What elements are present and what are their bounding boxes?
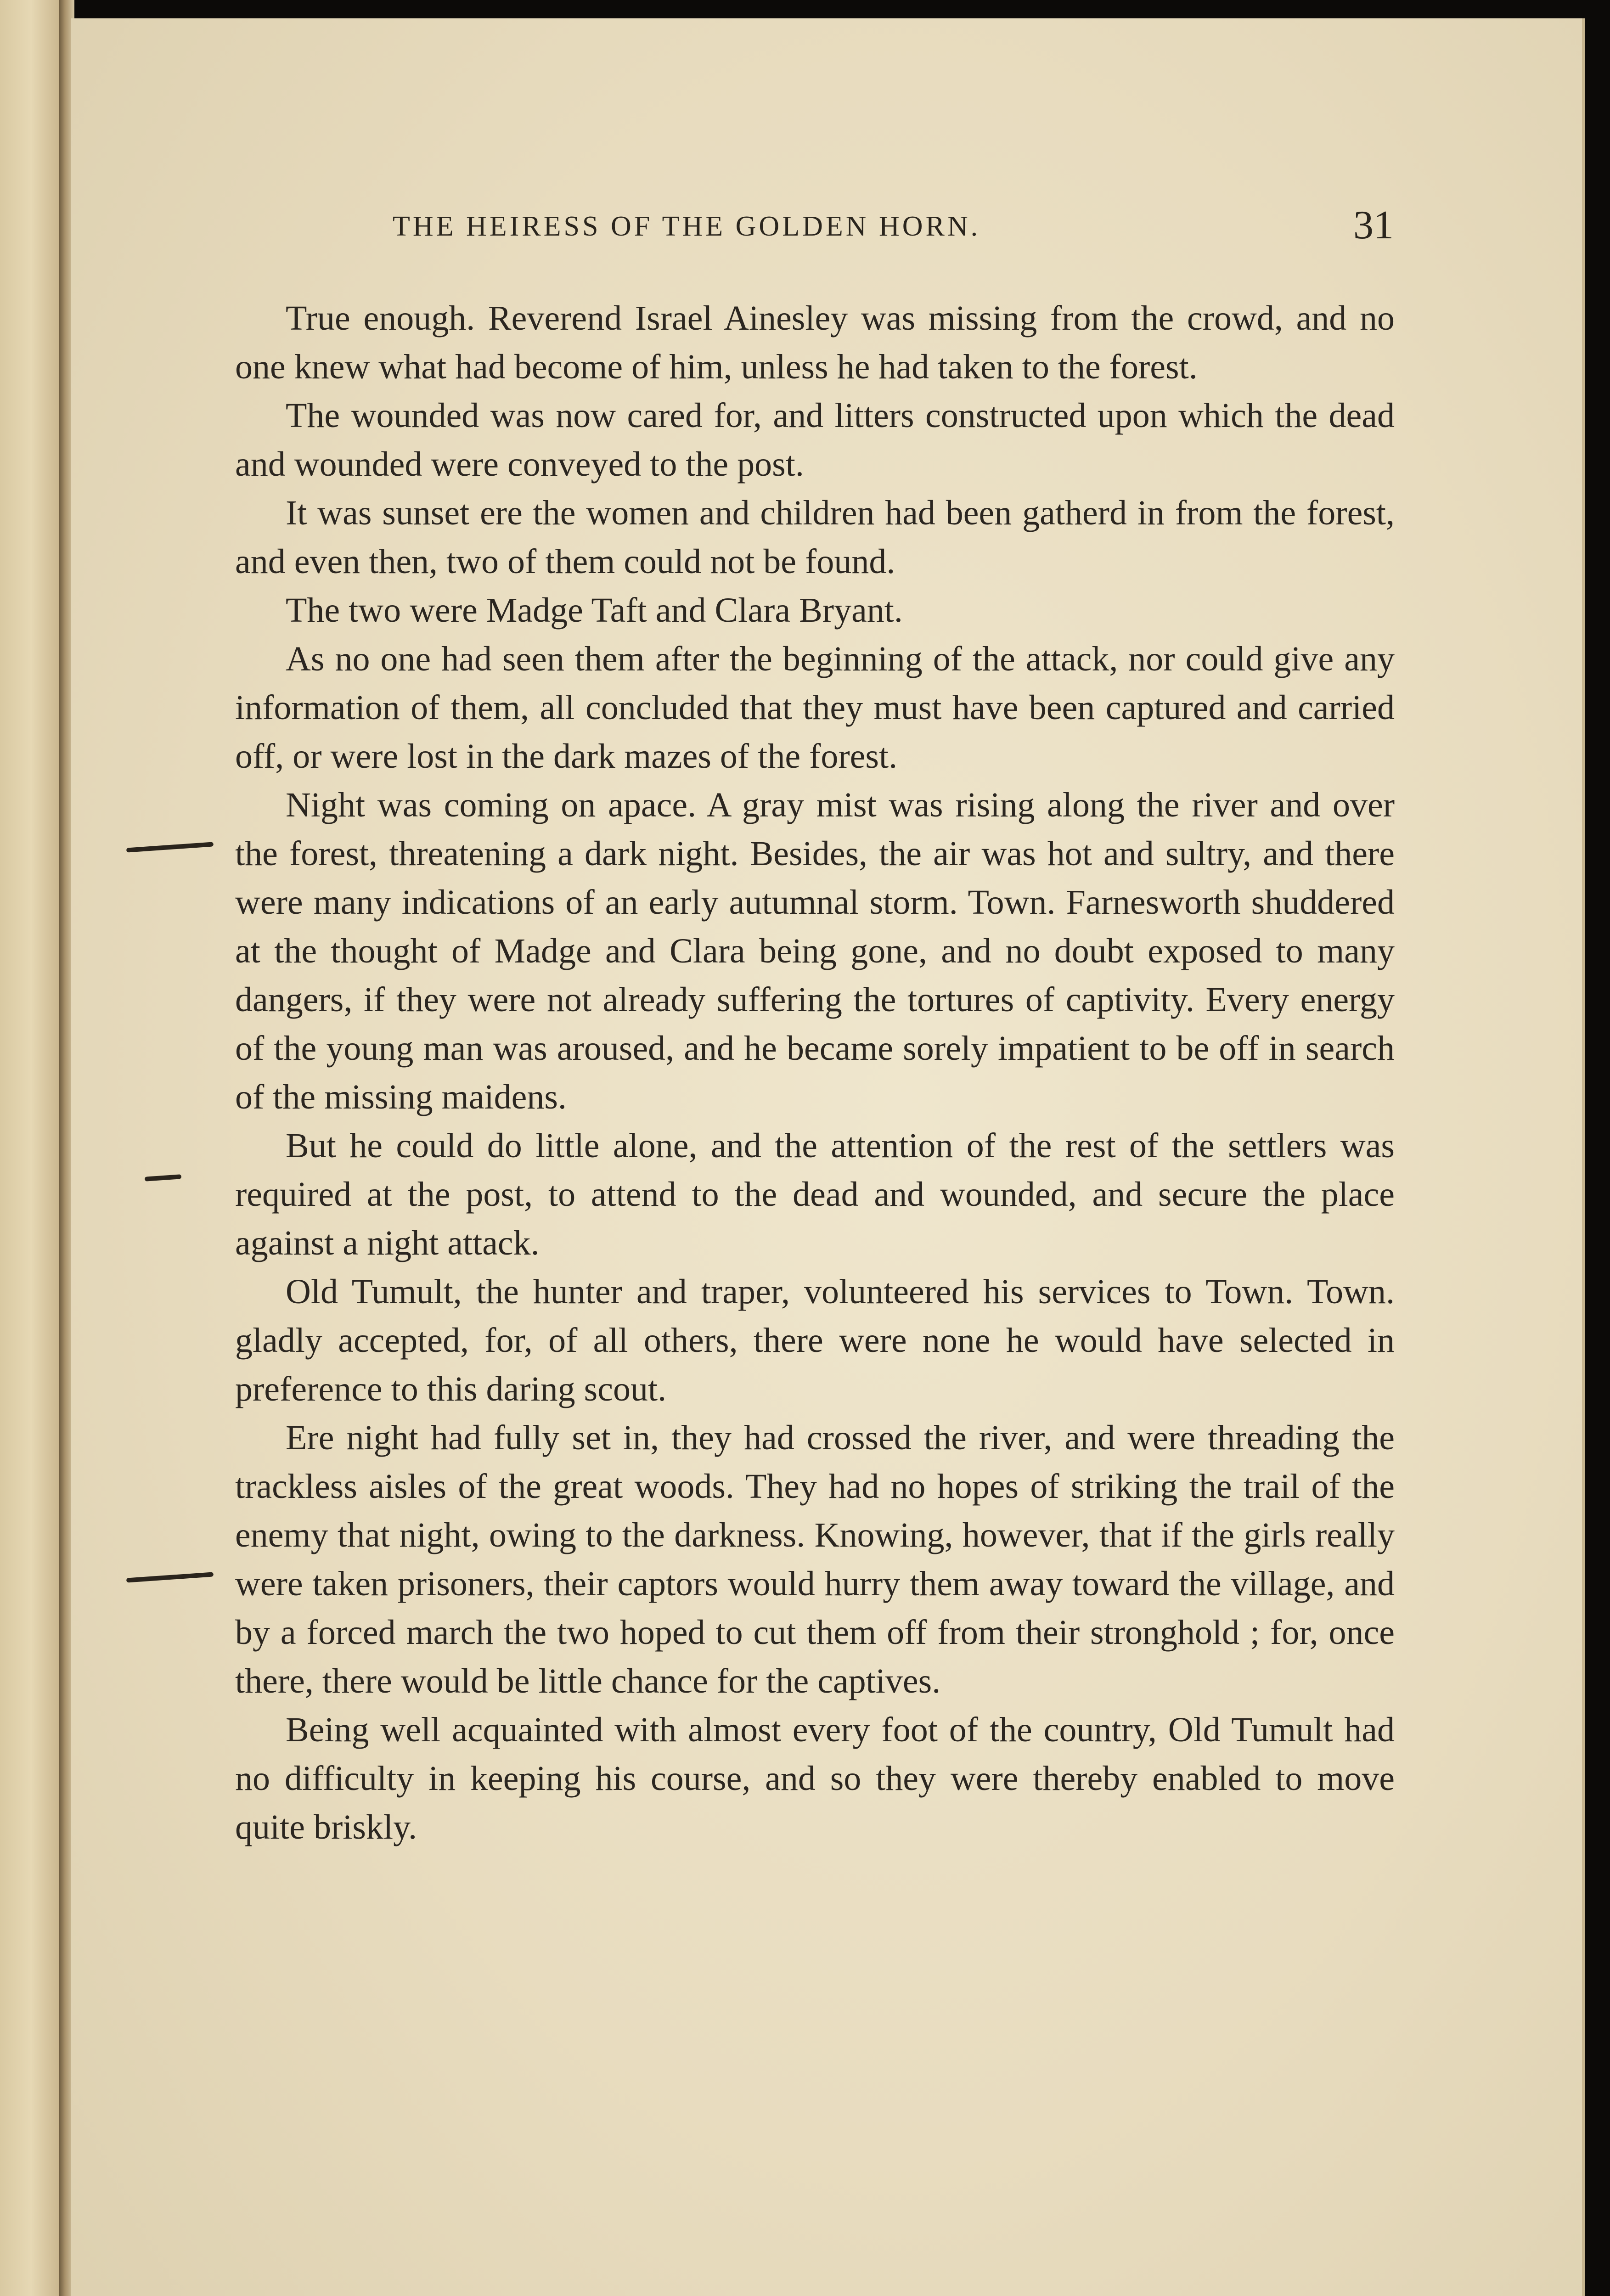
page-number: 31 [1353,203,1394,248]
paragraph: As no one had seen them after the beginning of the attack, nor could give any information of them, all concluded that they must have been captured and carried off, or were lost in the dark mazes of the forest. [235,640,1395,776]
paragraph: Night was coming on apace. A gray mist was rising along the river and over the forest, threatening a dark night. Besides, the air was hot and sultry, and there were many indications of an early autumnal storm. Town. Farnesworth shuddered at the thought of Madge and Clara being gone, and no doubt exposed to many dangers, if they were not already suffering the tortures of captivity. Every energy of the young man was aroused, and he became sorely impatient to be off in search of the missing maidens. [235,786,1395,1116]
paragraph: The wounded was now cared for, and litters constructed upon which the dead and wounded were conveyed to the post. [235,396,1395,484]
paragraph: The two were Madge Taft and Clara Bryant. [286,591,903,630]
page-header [393,202,1394,253]
paragraph: But he could do little alone, and the attention of the rest of the settlers was required at the post, to attend to the dead and wounded, and secure the place against a night attack. [235,1126,1395,1262]
paragraph: Ere night had fully set in, they had crossed the river, and were threading the trackless aisles of the great woods. They had no hopes of striking the trail of the enemy that night, owing to the darkness. Knowing, however, that if the girls really were taken prisoners, their captors would hurry them away toward the village, and by a forced march the two hoped to cut them off from their stronghold ; for, once there, there would be little chance for the captives. [235,1418,1395,1700]
paragraph: Old Tumult, the hunter and traper, volunteered his services to Town. Town. gladly accepted, for, of all others, there were none he would have selected in preference to this daring scout. [235,1272,1395,1408]
paragraph: It was sunset ere the women and children had been gatherd in from the forest, and even then, two of them could not be found. [235,494,1395,581]
running-title: THE HEIRESS OF THE GOLDEN HORN. [393,211,981,242]
paragraph: True enough. Reverend Israel Ainesley was missing from the crowd, and no one knew what had become of him, unless he had taken to the forest. [235,299,1395,386]
binding-stitch [126,842,214,852]
binding-stitch [145,1174,182,1182]
facing-page-edge [0,0,62,2296]
binding-stitch [126,1572,214,1582]
paragraph: Being well acquainted with almost every foot of the country, Old Tumult had no difficulty in keeping his course, and so they were thereby enabled to move quite briskly. [235,1711,1395,1846]
body-text [235,294,1395,1851]
